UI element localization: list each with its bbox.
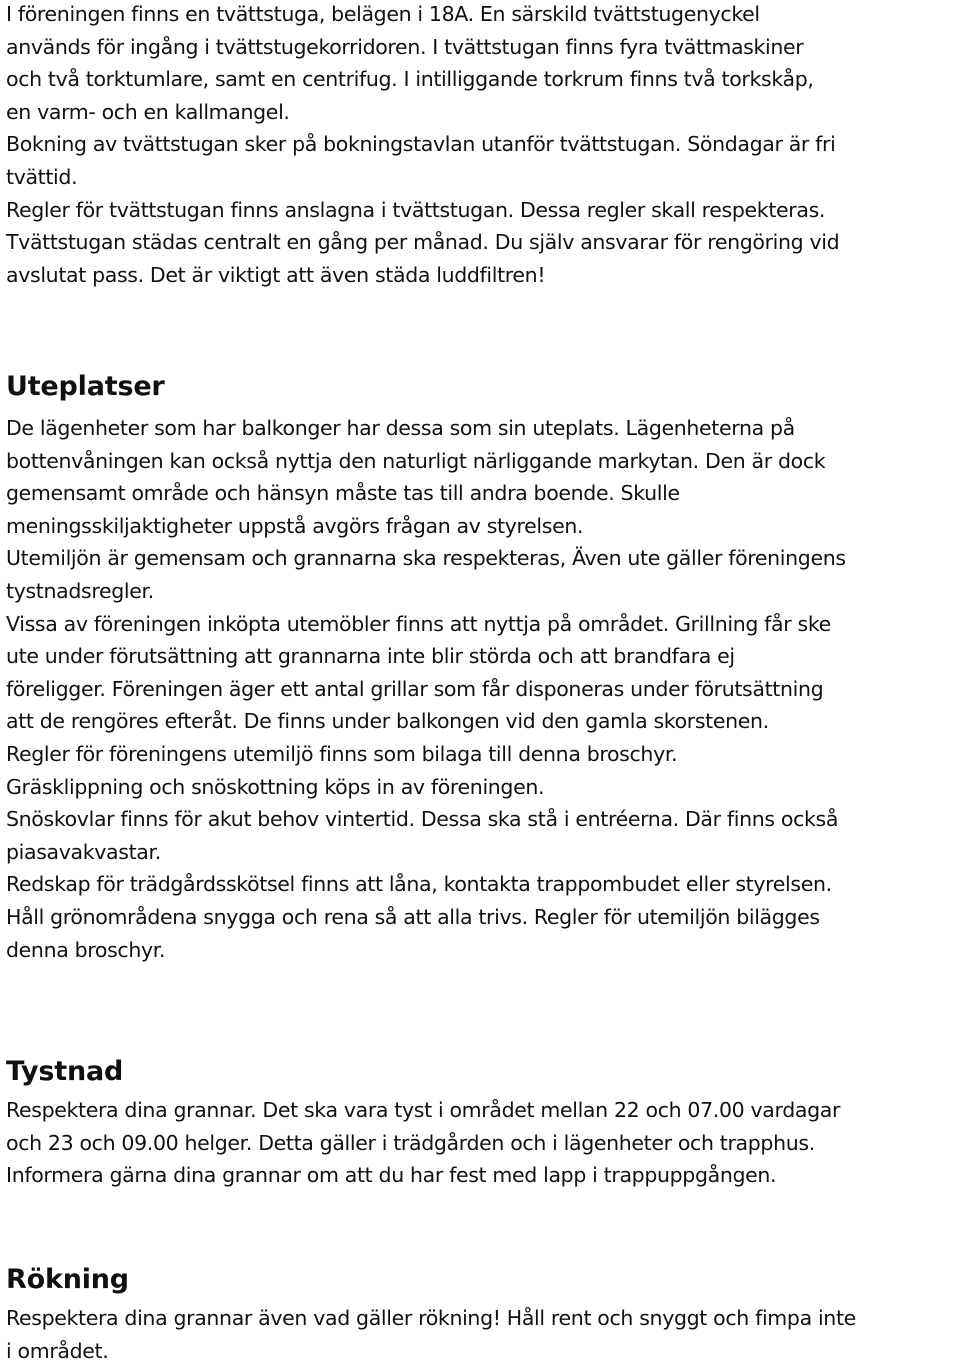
paragraph-line: att de rengöres efteråt. De finns under balkongen vid den gamla skorstenen. [6, 709, 769, 734]
paragraph-line: Respektera dina grannar. Det ska vara tyst i området mellan 22 och 07.00 vardagar [6, 1098, 841, 1122]
paragraph-line: Håll grönområdena snygga och rena så att alla trivs. Regler för utemiljön bilägges [6, 904, 820, 929]
paragraph-line: Snöskovlar finns för akut behov vintertid. Dessa ska stå i entréerna. Där finns också [6, 807, 839, 832]
paragraph-line: Gräsklippning och snöskottning köps in av föreningen. [6, 774, 545, 799]
paragraph-line: I föreningen finns en tvättstuga, belägen i 18A. En särskild tvättstugenyckel [6, 2, 760, 26]
tystnad-body [6, 1094, 956, 1192]
paragraph-line: tystnadsregler. [6, 578, 154, 603]
paragraph-line: Utemiljön är gemensam och grannarna ska respekteras, Även ute gäller föreningens [6, 546, 846, 571]
uteplatser-section [6, 369, 956, 405]
tystnad-section [6, 1054, 956, 1090]
paragraph-line: Redskap för trädgårdsskötsel finns att låna, kontakta trappombudet eller styrelsen. [6, 872, 832, 897]
paragraph-line: gemensamt område och hänsyn måste tas till andra boende. Skulle [6, 481, 680, 506]
paragraph-line: Respektera dina grannar även vad gäller rökning! Håll rent och snyggt och fimpa inte [6, 1306, 856, 1330]
paragraph-line: De lägenheter som har balkonger har dessa som sin uteplats. Lägenheterna på [6, 416, 795, 440]
paragraph-line: meningsskiljaktigheter uppstå avgörs frågan av styrelsen. [6, 513, 584, 538]
paragraph-line: ute under förutsättning att grannarna inte blir störda och att brandfara ej [6, 644, 735, 669]
paragraph-line: används för ingång i tvättstugekorridoren. I tvättstugan finns fyra tvättmaskiner [6, 34, 804, 59]
paragraph-line: denna broschyr. [6, 937, 166, 962]
paragraph-line: tvättid. [6, 164, 78, 189]
paragraph-line: Regler för tvättstugan finns anslagna i tvättstugan. Dessa regler skall respekteras. [6, 197, 826, 222]
paragraph-line: och 23 och 09.00 helger. Detta gäller i trädgården och i lägenheter och trapphus. [6, 1130, 815, 1155]
paragraph-line: bottenvåningen kan också nyttja den naturligt närliggande markytan. Den är dock [6, 448, 826, 473]
paragraph-line: föreligger. Föreningen äger ett antal grillar som får disponeras under förutsättning [6, 676, 824, 701]
rokning-body [6, 1302, 956, 1367]
laundry-section [6, 0, 956, 291]
section-heading-rokning: Rökning [6, 1264, 129, 1295]
paragraph-line: avslutat pass. Det är viktigt att även städa luddfiltren! [6, 262, 546, 287]
paragraph-line: Vissa av föreningen inköpta utemöbler finns att nyttja på området. Grillning får ske [6, 611, 831, 636]
uteplatser-body [6, 412, 956, 966]
paragraph-line: piasavakvastar. [6, 839, 161, 864]
paragraph-line: en varm- och en kallmangel. [6, 99, 290, 124]
paragraph-line: och två torktumlare, samt en centrifug. I intilliggande torkrum finns två torkskåp, [6, 67, 814, 92]
paragraph-line: i området. [6, 1338, 109, 1363]
paragraph-line: Bokning av tvättstugan sker på bokningstavlan utanför tvättstugan. Söndagar är fri [6, 132, 836, 157]
paragraph-line: Regler för föreningens utemiljö finns som bilaga till denna broschyr. [6, 741, 678, 766]
paragraph-line: Informera gärna dina grannar om att du har fest med lapp i trappuppgången. [6, 1163, 777, 1188]
paragraph-line: Tvättstugan städas centralt en gång per månad. Du själv ansvarar för rengöring vid [6, 230, 840, 255]
section-heading-uteplatser: Uteplatser [6, 371, 165, 402]
rokning-section [6, 1262, 956, 1298]
section-heading-tystnad: Tystnad [6, 1056, 124, 1087]
